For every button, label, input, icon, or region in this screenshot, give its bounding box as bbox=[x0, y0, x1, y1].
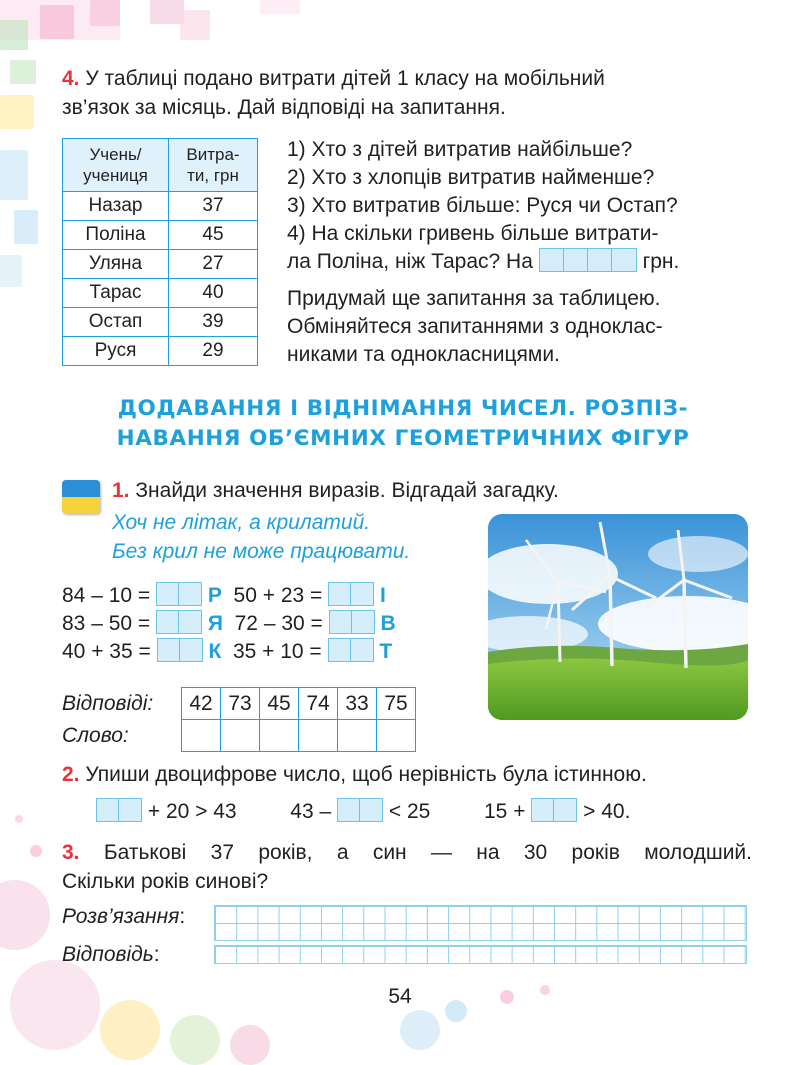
answers-label: Відповіді: bbox=[62, 692, 154, 715]
task4-number: 4. bbox=[62, 67, 80, 90]
answer-box[interactable] bbox=[329, 610, 375, 634]
question-4-cont: ла Поліна, ніж Тарас? На грн. bbox=[287, 250, 680, 273]
question-3: 3) Хто витратив більше: Руся чи Остап? bbox=[287, 194, 678, 217]
inequality-1: + 20 > 43 bbox=[96, 800, 237, 823]
inequality-3: 15 + > 40. bbox=[484, 800, 631, 823]
question-4: 4) На скільки гривень більше витрати- bbox=[287, 222, 659, 245]
task4-line1: У таблиці подано витрати дітей 1 класу на мобільний bbox=[85, 67, 605, 90]
solution-grid[interactable] bbox=[214, 905, 747, 941]
riddle-line1: Хоч не літак, а крилатий. bbox=[112, 511, 371, 534]
answer-grid[interactable] bbox=[214, 945, 747, 964]
riddle bbox=[112, 508, 410, 566]
answers-table bbox=[181, 687, 416, 752]
answer-box[interactable] bbox=[157, 638, 203, 662]
answer-box[interactable] bbox=[96, 798, 142, 822]
expression-row: 84 – 10 = Р 50 + 23 = І bbox=[62, 584, 386, 607]
question-2: 2) Хто з хлопців витратив найменше? bbox=[287, 166, 655, 189]
wind-turbines-image bbox=[488, 514, 748, 720]
task4-questions bbox=[287, 136, 679, 276]
section-heading bbox=[58, 394, 748, 454]
table-row: Тарас 40 bbox=[63, 279, 258, 308]
word-cell[interactable] bbox=[221, 720, 260, 752]
table-row: Остап 39 bbox=[63, 308, 258, 337]
expression-row: 40 + 35 = К 35 + 10 = Т bbox=[62, 640, 393, 663]
task3-text bbox=[62, 838, 752, 896]
section-heading-line2: НАВАННЯ ОБ’ЄМНИХ ГЕОМЕТРИЧНИХ ФІГУР bbox=[116, 426, 690, 451]
table-row: Руся 29 bbox=[63, 337, 258, 366]
inequalities bbox=[96, 798, 756, 826]
task1-number: 1. bbox=[112, 479, 130, 502]
ukraine-flag-icon bbox=[62, 480, 100, 514]
task4-intro bbox=[62, 64, 605, 122]
invent-line-2: Обміняйтеся запитаннями з одноклас- bbox=[287, 315, 663, 338]
answers-labels bbox=[62, 688, 153, 752]
expression-row: 83 – 50 = Я 72 – 30 = В bbox=[62, 612, 396, 635]
word-cell[interactable] bbox=[182, 720, 221, 752]
task4-invent bbox=[287, 285, 663, 369]
word-cell[interactable] bbox=[260, 720, 299, 752]
riddle-line2: Без крил не може працювати. bbox=[112, 540, 411, 563]
expressions bbox=[62, 582, 396, 666]
answer-box[interactable] bbox=[328, 582, 374, 606]
word-cell[interactable] bbox=[377, 720, 416, 752]
answer-box[interactable] bbox=[337, 798, 383, 822]
task3-line2: Скільки років синові? bbox=[62, 870, 269, 893]
answer-label: Відповідь: bbox=[62, 943, 160, 966]
page-number: 54 bbox=[388, 985, 412, 1008]
invent-line-1: Придумай ще запитання за таблицею. bbox=[287, 287, 661, 310]
inequality-2: 43 – < 25 bbox=[290, 800, 431, 823]
answer-box[interactable] bbox=[156, 610, 202, 634]
task2-number: 2. bbox=[62, 763, 80, 786]
answer-box[interactable] bbox=[531, 798, 577, 822]
word-cell[interactable] bbox=[299, 720, 338, 752]
answer-box[interactable] bbox=[328, 638, 374, 662]
solution-label: Розв’язання: bbox=[62, 905, 186, 928]
task4-line2: зв’язок за місяць. Дай відповіді на запитання. bbox=[62, 96, 506, 119]
answer-box[interactable] bbox=[156, 582, 202, 606]
task1-text: Знайди значення виразів. Відгадай загадку. bbox=[135, 479, 559, 502]
answers-row: 42 73 45 74 33 75 bbox=[182, 688, 416, 720]
question-1: 1) Хто з дітей витратив найбільше? bbox=[287, 138, 633, 161]
table-row: Поліна 45 bbox=[63, 221, 258, 250]
section-heading-line1: ДОДАВАННЯ І ВІДНІМАННЯ ЧИСЕЛ. РОЗПІЗ- bbox=[117, 396, 689, 421]
table-header-row bbox=[63, 139, 258, 192]
task2-text: Упиши двоцифрове число, щоб нерівність була істинною. bbox=[85, 763, 647, 786]
word-cell[interactable] bbox=[338, 720, 377, 752]
task3-line1: Батькові 37 років, а син — на 30 років молодший. bbox=[103, 841, 752, 864]
header-expenses: Витра- ти, грн bbox=[169, 139, 258, 192]
header-student: Учень/ учениця bbox=[63, 139, 169, 192]
word-label: Слово: bbox=[62, 724, 129, 747]
task2-text-line bbox=[62, 760, 647, 789]
word-row bbox=[182, 720, 416, 752]
answer-box[interactable] bbox=[539, 248, 637, 272]
invent-line-3: никами та однокласницями. bbox=[287, 343, 560, 366]
table-row: Назар 37 bbox=[63, 192, 258, 221]
table-row: Уляна 27 bbox=[63, 250, 258, 279]
task1-text-line bbox=[112, 476, 559, 505]
task3-number: 3. bbox=[62, 841, 80, 864]
expenses-table bbox=[62, 138, 258, 366]
